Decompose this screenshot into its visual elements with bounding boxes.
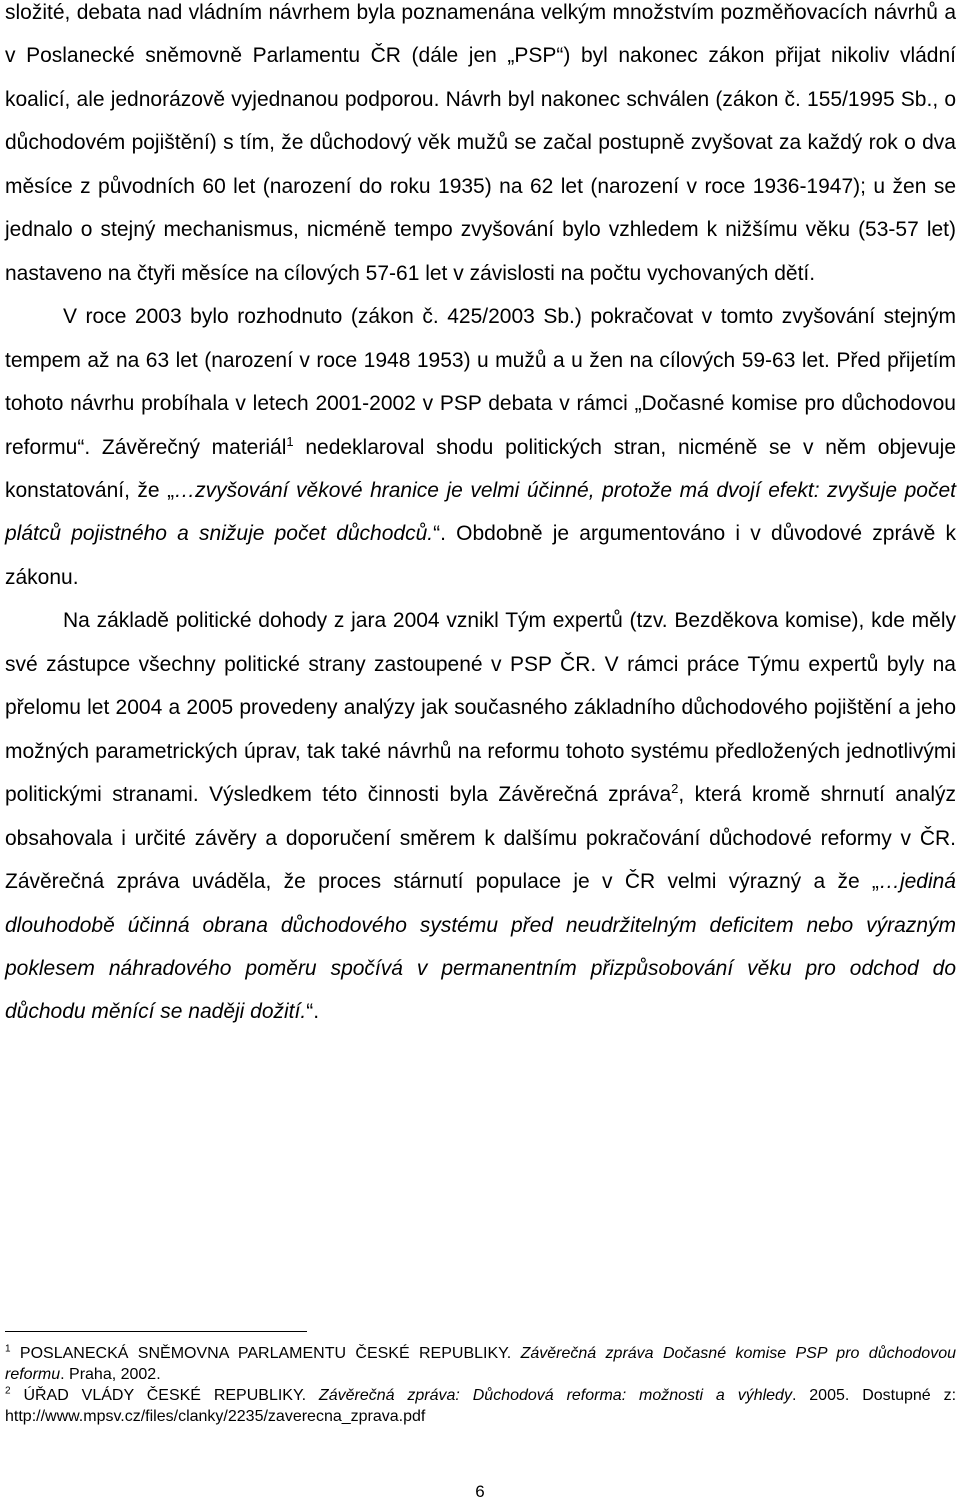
- footnote-2-text-b[interactable]: . 2005. Dostupné z: http://www.mpsv.cz/files/clanky/2235/zaverecna_zprava.pdf: [5, 1387, 957, 1425]
- paragraph-3-text-a: Na základě politické dohody z jara 2004 vznikl Tým expertů (tzv. Bezděkova komise), kde měly své zástupce všechny politické strany zastoupené v PSP ČR. V rámci práce Týmu expertů byly na přelomu let 2004 a 2005 provedeny analýzy jak současného základního důchodového pojištění a jeho možných parametrických úprav, tak také návrhů na reformu tohoto systému předložených jednotlivými politickými stranami. Výsledkem této činnosti byla Závěrečná zpráva: [5, 609, 956, 807]
- footnote-2-text-a: ÚŘAD VLÁDY ČESKÉ REPUBLIKY.: [10, 1387, 319, 1404]
- footnote-1: [5, 1343, 956, 1385]
- paragraph-1-text: složité, debata nad vládním návrhem byla poznamenána velkým množstvím pozměňovacích návrhů a v Poslanecké sněmovně Parlamentu ČR (dále jen „PSP“) byl nakonec zákon přijat nikoliv vládní koalicí, ale jednorázově vyjednanou podporou. Návrh byl nakonec schválen (zákon č. 155/1995 Sb., o důchodovém pojištění) s tím, že důchodový věk mužů se začal postupně zvyšovat za každý rok o dva měsíce z původních 60 let (narození do roku 1935) na 62 let (narození v roce 1936-1947); u žen se jednalo o stejný mechanismus, nicméně tempo zvyšování bylo vzhledem k nižšímu věku (53-57 let) nastaveno na čtyři měsíce na cílových 57-61 let v závislosti na počtu vychovaných dětí.: [5, 1, 956, 285]
- paragraph-2-text-c: “. Obdobně je argumentováno i v důvodové zprávě k zákonu.: [5, 522, 956, 589]
- paragraph-3: [5, 599, 956, 1034]
- paragraph-2-text-a: V roce 2003 bylo rozhodnuto (zákon č. 425/2003 Sb.) pokračovat v tomto zvyšování stejným tempem až na 63 let (narození v roce 1948 1953) u mužů a u žen na cílových 59-63 let. Před přijetím tohoto návrhu probíhala v letech 2001-2002 v PSP debata v rámci „Dočasné komise pro důchodovou reformu“. Závěrečný materiál: [5, 305, 956, 459]
- footnotes: [5, 1343, 956, 1427]
- footnote-2-title: Závěrečná zpráva: Důchodová reforma: možnosti a výhledy: [318, 1387, 792, 1404]
- body-text: [5, 0, 956, 1034]
- footnote-1-text-a: POSLANECKÁ SNĚMOVNA PARLAMENTU ČESKÉ REPUBLIKY.: [10, 1345, 521, 1362]
- page-number: 6: [475, 1482, 485, 1501]
- footnote-2-number: 2: [5, 1385, 11, 1397]
- footnote-1-text-b: . Praha, 2002.: [60, 1366, 161, 1383]
- footnote-2: [5, 1385, 956, 1427]
- footnote-ref-2[interactable]: 2: [671, 781, 679, 797]
- paragraph-1: [5, 0, 956, 295]
- footnote-separator: [5, 1331, 307, 1332]
- footnote-ref-1[interactable]: 1: [286, 433, 294, 449]
- paragraph-2: [5, 295, 956, 599]
- paragraph-2-text-b: nedeklaroval shodu politických stran, nicméně se v něm objevuje konstatování, že „: [5, 435, 957, 502]
- paragraph-3-text-c: “.: [306, 1000, 320, 1024]
- paragraph-3-text-b: , která kromě shrnutí analýz obsahovala i určité závěry a doporučení směrem k dalšímu pokračování důchodové reformy v ČR. Závěrečná zpráva uváděla, že proces stárnutí populace je v ČR velmi výrazný a že „: [5, 783, 956, 894]
- paragraph-3-quote: …jediná dlouhodobě účinná obrana důchodového systému před neudržitelným deficitem nebo výrazným poklesem náhradového poměru spočívá v permanentním přizpůsobování věku pro odchod do důchodu měnící se naději dožití.: [5, 870, 956, 1024]
- paragraph-2-quote: …zvyšování věkové hranice je velmi účinné, protože má dvojí efekt: zvyšuje počet plátců pojistného a snižuje počet důchodců.: [5, 478, 956, 546]
- footnote-1-number: 1: [5, 1343, 11, 1355]
- footnote-1-title: Závěrečná zpráva Dočasné komise PSP pro důchodovou reformu: [5, 1345, 956, 1383]
